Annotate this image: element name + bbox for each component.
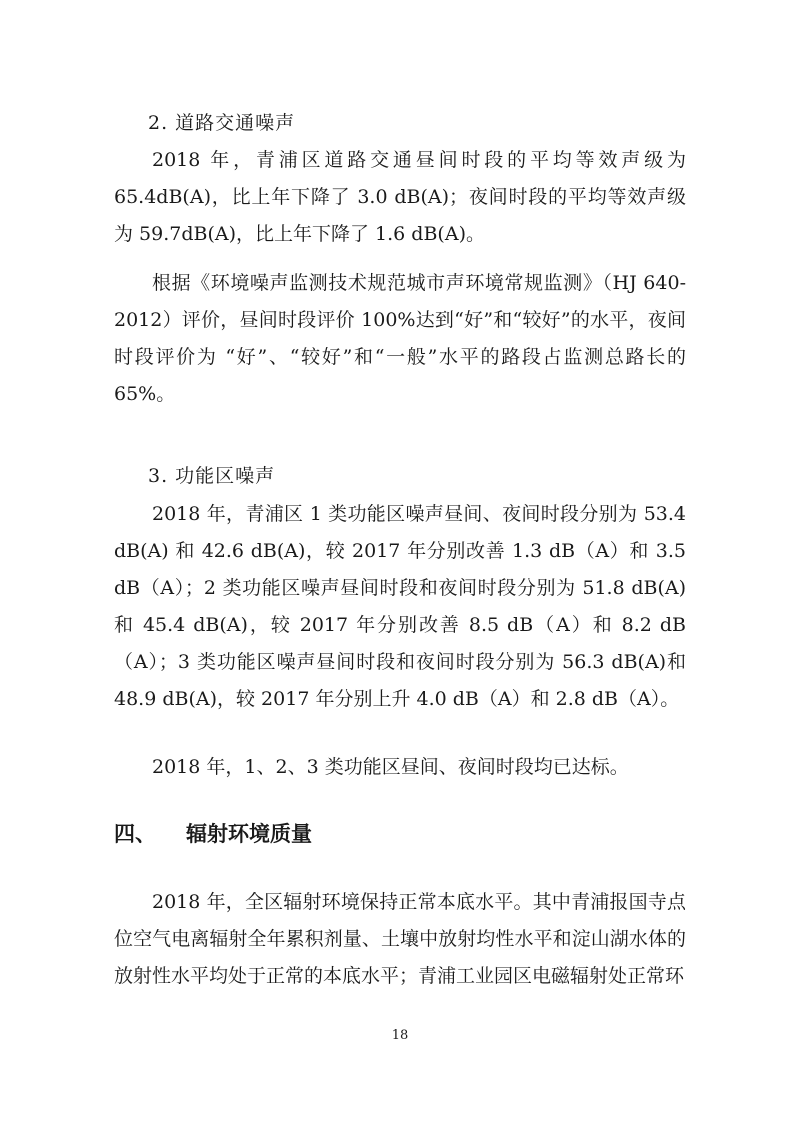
radiation-section-heading xyxy=(114,818,312,848)
road-noise-heading: 2. 道路交通噪声 xyxy=(148,112,296,134)
functional-zone-noise-heading: 3. 功能区噪声 xyxy=(148,465,276,487)
functional-zone-noise-paragraph-1: 2018 年，青浦区 1 类功能区噪声昼间、夜间时段分别为 53.4 dB(A) 和 42.6 dB(A)，较 2017 年分别改善 1.3 dB（A）和 3.5 dB（A）；2 类功能区噪声昼间时段和夜间时段分别为 51.8 dB(A) 和 45.4 dB(A)，较 2017 年分别改善 8.5 dB（A）和 8.2 dB（A）；3 类功能区噪声昼间时段和夜间时段分别为 56.3 dB(A)和 48.9 dB(A)，较 2017 年分别上升 4.0 dB（A）和 2.8 dB（A）。 xyxy=(114,503,686,710)
radiation-paragraph-1: 2018 年，全区辐射环境保持正常本底水平。其中青浦报国寺点位空气电离辐射全年累积剂量、土壤中放射均性水平和淀山湖水体的放射性水平均处于正常的本底水平；青浦工业园区电磁辐射处正常环 xyxy=(114,891,686,987)
functional-zone-noise-paragraph-2: 2018 年，1、2、3 类功能区昼间、夜间时段均已达标。 xyxy=(152,756,629,778)
section-title: 辐射环境质量 xyxy=(186,822,312,846)
page-number: 18 xyxy=(391,1028,409,1043)
road-noise-paragraph-1: 2018 年，青浦区道路交通昼间时段的平均等效声级为 65.4dB(A)，比上年下降了 3.0 dB(A)；夜间时段的平均等效声级为 59.7dB(A)，比上年下降了 1.6 dB(A)。 xyxy=(114,149,686,245)
section-number: 四、 xyxy=(114,822,156,846)
road-noise-paragraph-2: 根据《环境噪声监测技术规范城市声环境常规监测》（HJ 640-2012）评价，昼间时段评价 100%达到“好”和“较好”的水平，夜间时段评价为 “好”、“较好”和“一般”水平的路段占监测总路长的 65%。 xyxy=(114,272,686,405)
